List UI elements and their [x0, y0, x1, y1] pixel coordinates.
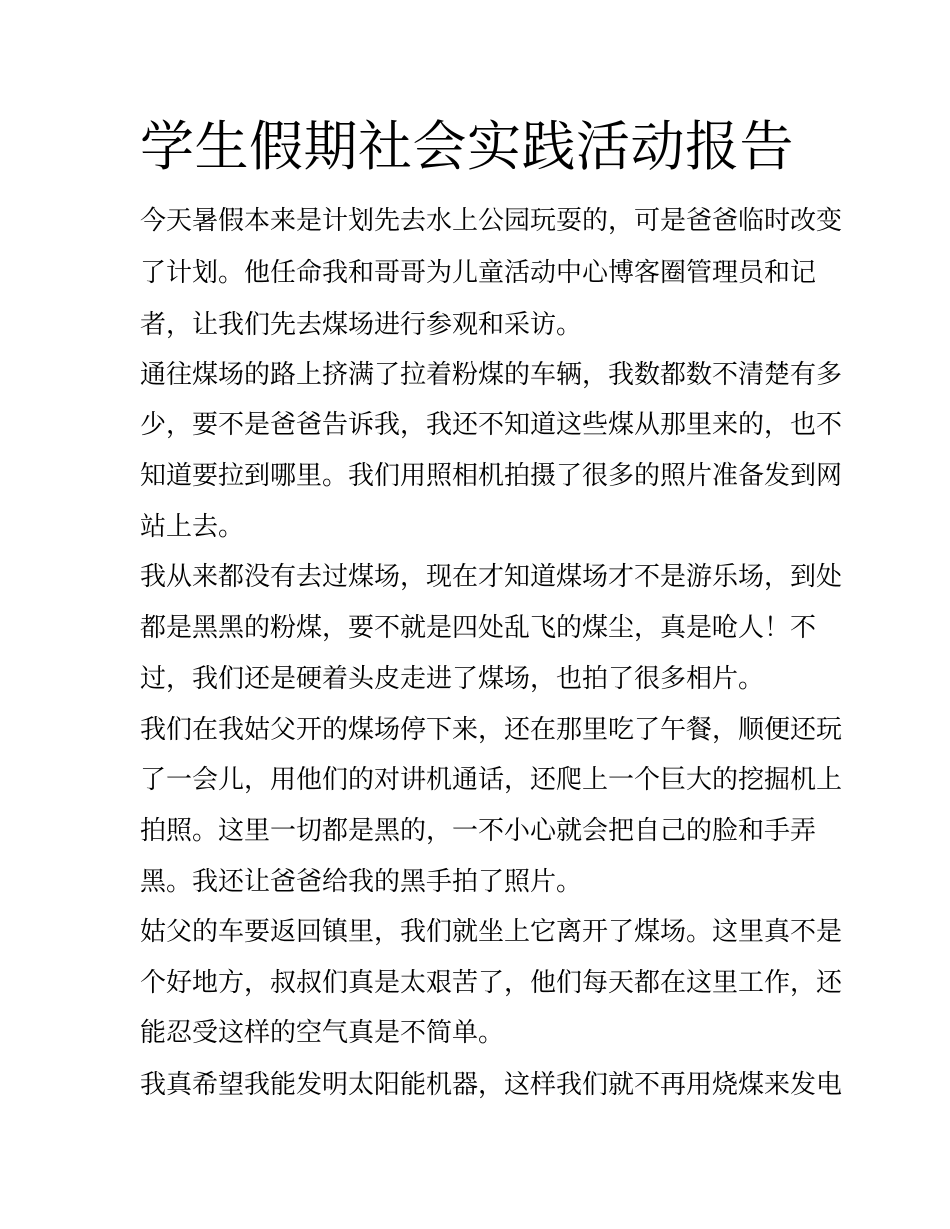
text-line: 我们在我姑父开的煤场停下来，还在那里吃了午餐，顺便还玩 — [140, 715, 843, 745]
text-line: 者，让我们先去煤场进行参观和采访。 — [140, 310, 583, 340]
text-line: 能忍受这样的空气真是不简单。 — [140, 1018, 505, 1048]
text-line: 拍照。这里一切都是黑的，一不小心就会把自己的脸和手弄 — [140, 816, 817, 846]
text-line: 姑父的车要返回镇里，我们就坐上它离开了煤场。这里真不是 — [140, 917, 843, 947]
text-line: 我真希望我能发明太阳能机器，这样我们就不再用烧煤来发电 — [140, 1070, 843, 1100]
text-line: 知道要拉到哪里。我们用照相机拍摄了很多的照片准备发到网 — [140, 461, 843, 491]
document-title: 学生假期社会实践活动报告 — [140, 115, 794, 178]
text-line: 少，要不是爸爸告诉我，我还不知道这些煤从那里来的，也不 — [140, 410, 843, 440]
text-line: 个好地方，叔叔们真是太艰苦了，他们每天都在这里工作，还 — [140, 968, 843, 998]
text-line: 黑。我还让爸爸给我的黑手拍了照片。 — [140, 867, 583, 897]
text-line: 过，我们还是硬着头皮走进了煤场，也拍了很多相片。 — [140, 664, 765, 694]
text-line: 通往煤场的路上挤满了拉着粉煤的车辆，我数都数不清楚有多 — [140, 360, 843, 390]
text-line: 我从来都没有去过煤场，现在才知道煤场才不是游乐场，到处 — [140, 562, 843, 592]
text-line: 站上去。 — [140, 512, 245, 542]
text-line: 今天暑假本来是计划先去水上公园玩耍的，可是爸爸临时改变 — [140, 206, 843, 236]
text-line: 都是黑黑的粉煤，要不就是四处乱飞的煤尘，真是呛人！不 — [140, 613, 817, 643]
text-line: 了计划。他任命我和哥哥为儿童活动中心博客圈管理员和记 — [140, 258, 817, 288]
text-line: 了一会儿，用他们的对讲机通话，还爬上一个巨大的挖掘机上 — [140, 765, 843, 795]
